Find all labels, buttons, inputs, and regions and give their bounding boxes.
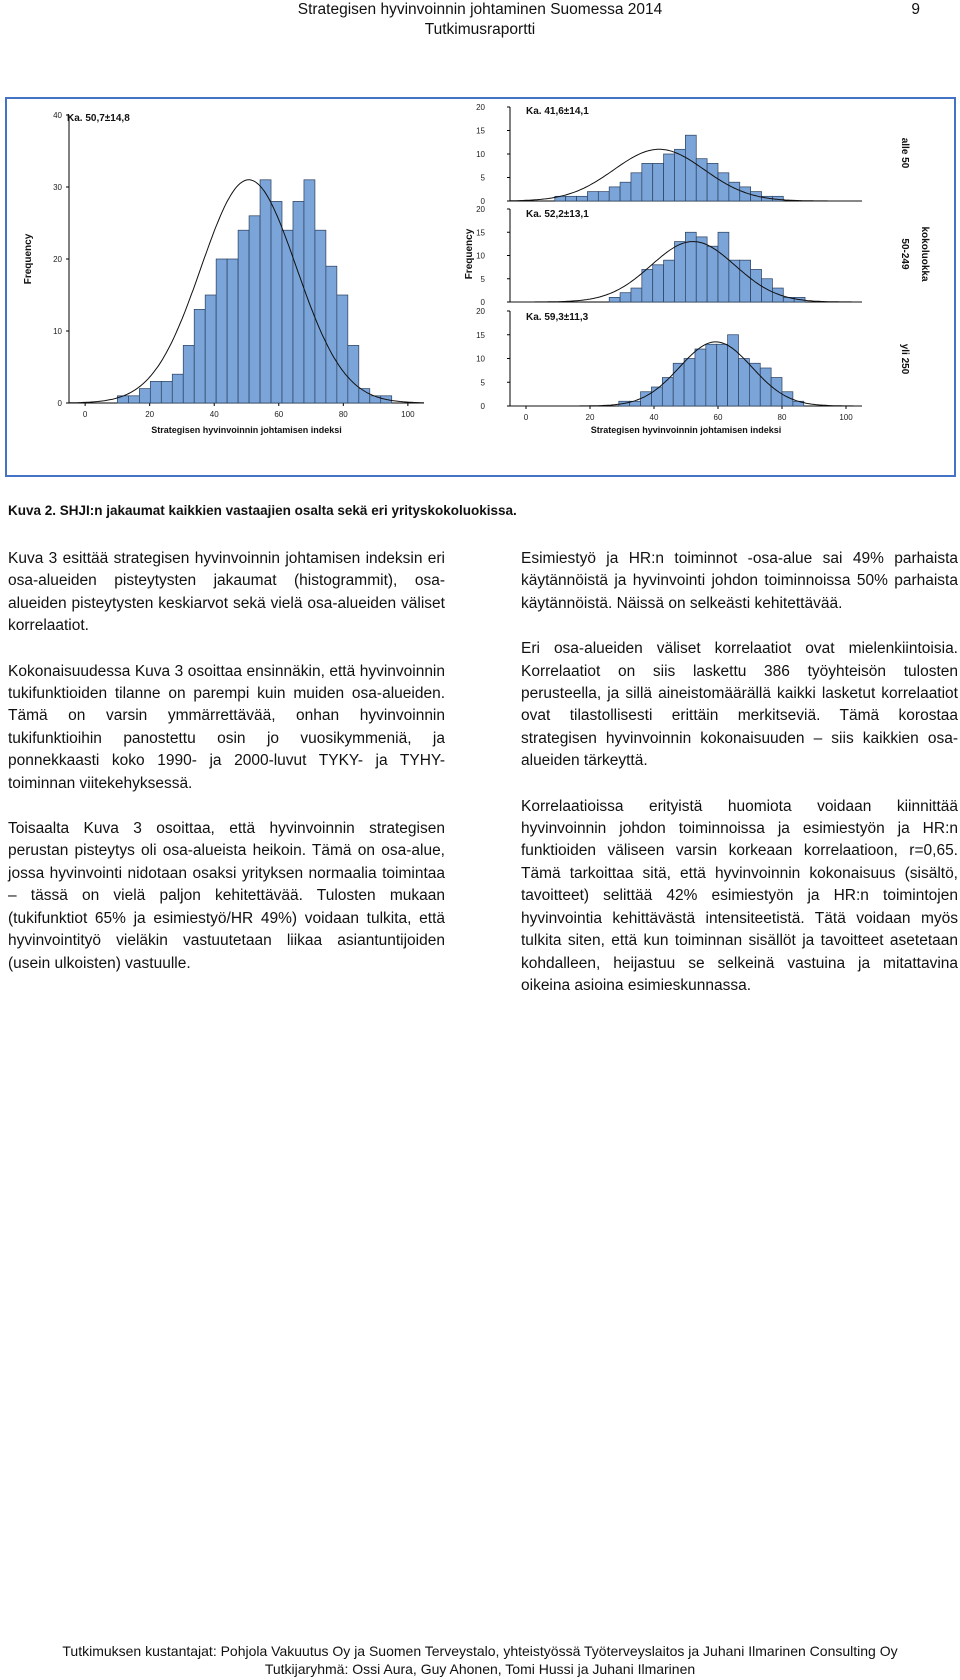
histogram-bar [707, 246, 718, 302]
page-number: 9 [911, 1, 920, 18]
y-tick-label: 0 [480, 298, 485, 307]
mean-sd-annotation: Ka. 41,6±14,1 [526, 106, 589, 117]
histogram-bar [728, 335, 739, 406]
histogram-bar [642, 163, 653, 201]
paragraph: Eri osa-alueiden väliset korrelaatiot ovat mielenkiintoisia. Korrelaatiot on siis laskettu 386 työyhteisön tulosten perusteella, ja sillä aineistomäärällä kaikki lasketut korrelaatiot ovat tilastollisesti erittäin merkitseviä. Tämä korostaa strategisen hyvinvoinnin kokonaisuuden – siis kaikkien osa-alueiden tärkeyttä. [521, 640, 958, 770]
y-tick-label: 5 [480, 274, 485, 284]
x-tick-label: 60 [713, 413, 723, 422]
histogram-bar [216, 259, 227, 403]
size-class-label: 50-249 [899, 238, 910, 270]
y-tick-label: 15 [476, 228, 485, 238]
histogram-bar [326, 266, 337, 403]
paragraph: Kuva 3 esittää strategisen hyvinvoinnin johtamisen indeksin eri osa-alueiden pisteytysten jakaumat (histogrammit), osa-alueiden pisteytysten keskiarvot sekä vielä osa-alueiden väliset korrelaatiot. [8, 550, 445, 635]
histogram-bar [674, 242, 685, 302]
histogram-bar [673, 363, 684, 406]
histogram-bar [566, 196, 577, 201]
histogram-bar [337, 295, 348, 403]
header-title: Strategisen hyvinvoinnin johtaminen Suomessa 2014 [297, 1, 663, 18]
histogram-bar [662, 378, 673, 407]
x-tick-label: 20 [145, 410, 155, 419]
histogram-bar [707, 163, 718, 201]
page-header [0, 0, 960, 46]
y-tick-label: 0 [57, 399, 62, 408]
y-tick-label: 0 [480, 402, 485, 411]
mean-sd-annotation: Ka. 50,7±14,8 [67, 113, 130, 124]
histogram-bar [238, 230, 249, 403]
histogram-bar [684, 359, 695, 407]
histogram-figure [7, 99, 954, 475]
histogram-bar [740, 260, 751, 302]
histogram-bar [293, 201, 304, 403]
histogram-bar [260, 180, 271, 403]
page-footer [0, 1642, 960, 1678]
y-tick-label: 15 [476, 126, 485, 136]
y-tick-label: 30 [53, 183, 62, 192]
histogram-bar [631, 288, 642, 302]
y-tick-label: 10 [476, 251, 485, 261]
histogram-bar [695, 349, 706, 406]
histogram-bar [587, 192, 598, 201]
histogram-bar [609, 297, 620, 302]
histogram-bar [729, 260, 740, 302]
y-tick-label: 10 [53, 327, 62, 336]
y-tick-label: 5 [480, 173, 485, 183]
histogram-bar [642, 269, 653, 302]
header-subtitle: Tutkimusraportti [424, 21, 536, 38]
histogram-bar [718, 173, 729, 201]
histogram-bar [751, 269, 762, 302]
y-tick-label: 20 [53, 255, 62, 264]
histogram-bar [205, 295, 216, 403]
histogram-bar [738, 359, 749, 407]
y-tick-label: 15 [476, 330, 485, 340]
y-axis-label: Frequency [464, 228, 475, 280]
y-tick-label: 40 [53, 111, 62, 120]
histogram-bar [370, 396, 381, 403]
x-tick-label: 100 [401, 410, 415, 419]
histogram-bar [771, 378, 782, 407]
paragraph: Kokonaisuudessa Kuva 3 osoittaa ensinnäkin, että hyvinvoinnin tukifunktioiden tilanne on parempi kuin muiden osa-alueiden. Tämä on varsin ymmärrettävää, onhan hyvinvoinnin tukifunktioihin panostettu osin jo vuosikymmeniä, ja ponnekkaasti koko 1990- ja 2000-luvut TYKY- ja TYHY-toiminnan viitekehyksessä. [8, 662, 445, 792]
histogram-bar [685, 135, 696, 201]
histogram-bar [762, 279, 773, 302]
x-tick-label: 60 [274, 410, 284, 419]
histogram-bar [128, 396, 139, 403]
right-column [521, 548, 958, 1020]
histogram-bar [315, 230, 326, 403]
histogram-bar [161, 381, 172, 403]
histogram-bar [651, 387, 662, 406]
histogram-bar [609, 187, 620, 201]
histogram-bar [631, 173, 642, 201]
x-tick-label: 20 [585, 413, 595, 422]
histogram-bar [706, 344, 717, 406]
mean-sd-annotation: Ka. 52,2±13,1 [526, 209, 589, 220]
x-tick-label: 40 [209, 410, 219, 419]
histogram-bar [729, 182, 740, 201]
y-tick-label: 10 [476, 150, 485, 159]
footer-researchers: Tutkijaryhmä: Ossi Aura, Guy Ahonen, Tomi Hussi ja Juhani Ilmarinen [264, 1661, 696, 1677]
size-class-label: alle 50 [899, 137, 910, 169]
paragraph: Esimiestyö ja HR:n toiminnot -osa-alue sai 49% parhaista käytännöistä ja hyvinvointi johdon toiminnoissa 50% parhaista käytännöistä. Näissä on selkeästi kehitettävää. [521, 550, 958, 612]
histogram-bar [227, 259, 238, 403]
histogram-bar [620, 293, 631, 302]
y-tick-label: 20 [476, 307, 485, 316]
x-tick-label: 0 [82, 410, 88, 419]
x-axis-label: Strategisen hyvinvoinnin johtamisen indeksi [590, 425, 782, 435]
histogram-bar [271, 201, 282, 403]
histogram-bar [150, 381, 161, 403]
y-tick-label: 10 [476, 354, 485, 364]
histogram-bar [194, 309, 205, 403]
x-tick-label: 0 [523, 413, 529, 422]
histogram-bar [653, 265, 664, 302]
y-tick-label: 5 [480, 378, 485, 388]
x-axis-label: Strategisen hyvinvoinnin johtamisen indeksi [151, 425, 342, 435]
x-tick-label: 40 [649, 413, 659, 422]
histogram-bar [718, 232, 729, 302]
histogram-bar [664, 154, 675, 201]
x-tick-label: 80 [338, 410, 348, 419]
kokoluokka-label: kokoluokka [919, 226, 930, 282]
x-tick-label: 80 [777, 413, 787, 422]
x-tick-label: 100 [839, 413, 853, 422]
histogram-bar [653, 163, 664, 201]
mean-sd-annotation: Ka. 59,3±11,3 [526, 312, 589, 323]
histogram-bar [577, 196, 588, 201]
histogram-bar [304, 180, 315, 403]
paragraph: Toisaalta Kuva 3 osoittaa, että hyvinvoinnin strategisen perustan pisteytys oli osa-alueista heikoin. Tämä on osa-alue, jossa hyvinvointi nidotaan osaksi yrityksen normaalia toimintaa – tässä on vielä paljon kehitettävää. Tulosten mukaan (tukifunktiot 65% ja esimiestyö/HR 49%) voidaan tulkita, että hyvinvointityö vieläkin vastuutetaan liikaa asiantuntijoiden (usein ulkoisten) vastuulle. [8, 820, 445, 972]
histogram-bar [620, 182, 631, 201]
histogram-bar [282, 230, 293, 403]
histogram-bar [183, 345, 194, 403]
paragraph: Korrelaatioissa erityistä huomiota voidaan kiinnittää hyvinvoinnin johdon toiminnoissa ja esimiestyön ja HR:n funktioiden väliseen varsin korkeaan korrelaatioon, r=0,65. Tämä tarkoittaa sitä, että hyvinvoinnin kokonaisuus (sisältö, tavoitteet) selittää 42% esimiestyön ja HR:n toimintojen hyvinvointia kehittävästä intensiteetistä. Tätä voidaan myös tulkita siten, että kun toiminnan sisällöt ja tavoitteet asetetaan kohdalleen, heijastuu se selkeinä vastuina ja mitattavina oikeina asioina esimieskunnassa. [521, 797, 958, 994]
y-tick-label: 0 [480, 197, 485, 206]
histogram-bar [139, 389, 150, 403]
histogram-bar [172, 374, 183, 403]
y-axis-label: Frequency [23, 233, 34, 285]
y-tick-label: 20 [476, 103, 485, 112]
histogram-bar [664, 260, 675, 302]
histogram-bar [760, 368, 771, 406]
footer-publishers: Tutkimuksen kustantajat: Pohjola Vakuutus Oy ja Suomen Terveystalo, yhteistyössä Työterveyslaitos ja Juhani Ilmarinen Consulting Oy [62, 1643, 898, 1659]
figure-frame [5, 97, 956, 477]
histogram-bar [348, 345, 359, 403]
histogram-bar [249, 216, 260, 403]
histogram-bar [674, 149, 685, 201]
histogram-bar [696, 237, 707, 302]
y-tick-label: 20 [476, 205, 485, 214]
histogram-bar [717, 344, 728, 406]
left-column [8, 548, 445, 998]
histogram-bar [598, 192, 609, 201]
size-class-label: yli 250 [899, 343, 910, 375]
figure-caption: Kuva 2. SHJI:n jakaumat kaikkien vastaajien osalta sekä eri yrityskokoluokissa. [8, 503, 517, 518]
